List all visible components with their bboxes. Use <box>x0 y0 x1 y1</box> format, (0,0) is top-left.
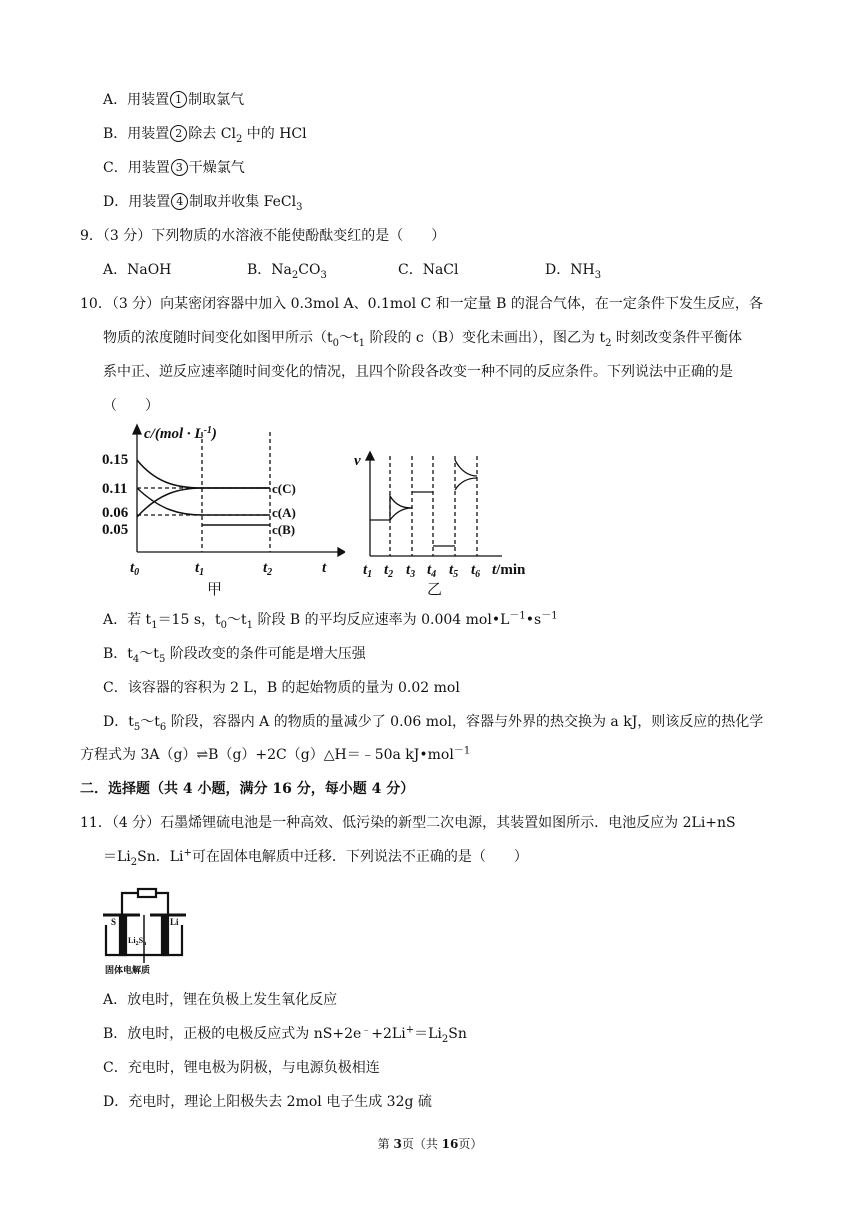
y-axis-arrow <box>366 452 374 460</box>
label-ca: c(A) <box>272 505 296 520</box>
xtick-t2: $t_2$ <box>263 560 273 578</box>
q10-stem-line2: 物质的浓度随时间变化如图甲所示（$t_0\sim t_1$ 阶段的 c（B）变化未画出），图乙为 $t_2$ 时刻改变条件平衡体 <box>103 330 742 349</box>
label-solid-electrolyte: 固体电解质 <box>105 965 151 975</box>
caption-yi: 乙 <box>427 582 443 598</box>
q8-option-d: D．用装置 4 制取并收集 FeCl$_3$ <box>103 194 303 213</box>
curve-c-c <box>137 488 270 517</box>
q8-option-c: C．用装置 3 干燥氯气 <box>103 160 245 176</box>
ytick-0-06: 0.06 <box>102 505 129 521</box>
q10-option-d-cont: 方程式为 3A（g）⇌B（g）+2C（g）△H＝﹣50a kJ•mol$^{-1}$ <box>80 745 471 763</box>
q10-option-c: C．该容器的容积为 2 L，B 的起始物质的量为 0.02 mol <box>103 680 460 696</box>
caption-jia: 甲 <box>207 582 223 598</box>
sulfur-electrode <box>120 915 126 955</box>
xtick-t0: $t_0$ <box>130 560 140 578</box>
circled-number: 4 <box>171 193 188 210</box>
q10-stem-line1: 10．（3 分）向某密闭容器中加入 0.3mol A、0.1mol C 和一定量 B 的混合气体，在一定条件下发生反应，各 <box>80 296 763 312</box>
q10-stem-line4: （ ） <box>103 398 159 414</box>
q10-option-d: D．$t_5\sim t_6$ 阶段，容器内 A 的物质的量减少了 0.06 mol，容器与外界的热交换为 a kJ，则该反应的热化学 <box>103 714 764 733</box>
circled-number: 2 <box>170 125 187 142</box>
label-li: Li <box>170 917 179 927</box>
x-axis-label: t/min <box>492 562 526 578</box>
q8-option-b: B．用装置 2 除去 $Cl_2$ 中的 HCl <box>103 126 307 145</box>
label-s: S <box>111 917 117 927</box>
figure-yi <box>352 450 547 600</box>
ytick-0-11: 0.11 <box>102 481 128 497</box>
xtick-t5: $t_5$ <box>449 562 459 580</box>
circled-number: 1 <box>170 91 187 108</box>
q11-option-b: B．放电时，正极的电极反应式为 $nS+2e^﹣+2Li^+=Li_2Sn$ <box>103 1024 467 1045</box>
q11-stem-line2: $=Li_2Sn$．Li+可在固体电解质中迁移．下列说法不正确的是（ ） <box>103 847 528 868</box>
q8-option-a: A．用装置 1 制取氯气 <box>103 92 245 108</box>
label-cb: c(B) <box>272 522 296 537</box>
q11-stem-line1: 11．（4 分）石墨烯锂硫电池是一种高效、低污染的新型二次电源，其装置如图所示．电池反应为 2Li+nS <box>80 815 736 831</box>
ytick-0-05: 0.05 <box>102 522 129 538</box>
load-resistor <box>138 889 156 897</box>
lithium-electrode <box>162 915 168 955</box>
figure-jia <box>100 422 345 602</box>
segment-t5-t6-lower <box>455 478 477 490</box>
xtick-t2: $t_2$ <box>384 562 394 580</box>
battery-diagram <box>100 885 190 977</box>
q11-option-a: A．放电时，锂在负极上发生氧化反应 <box>103 992 338 1008</box>
label-li2sn: $Li_2S_n$ <box>128 936 147 947</box>
xtick-t1: $t_1$ <box>363 562 373 580</box>
xtick-t3: $t_3$ <box>406 562 416 580</box>
xtick-t1: $t_1$ <box>195 560 205 578</box>
page-footer: 第 3页（共 16页） <box>377 1137 483 1151</box>
q9-option-d: D．$NH_3$ <box>545 262 602 281</box>
q9-stem: 9．（3 分）下列物质的水溶液不能使酚酞变红的是（ ） <box>80 228 446 244</box>
y-axis-label: v <box>354 453 361 469</box>
q10-option-b: B．$t_4\sim t_5$ 阶段改变的条件可能是增大压强 <box>103 646 366 665</box>
q11-option-c: C．充电时，锂电极为阴极，与电源负极相连 <box>103 1060 380 1076</box>
label-cc: c(C) <box>272 481 296 496</box>
section-heading: 二．选择题（共 4 小题，满分 16 分，每小题 4 分） <box>80 781 415 797</box>
y-axis-arrow <box>133 425 141 434</box>
segment-t5-t6-upper <box>455 460 477 476</box>
q9-option-a: A．NaOH <box>103 262 172 278</box>
curve-a-line <box>137 488 270 515</box>
q10-stem-line3: 系中正、逆反应速率随时间变化的情况，且四个阶段各改变一种不同的反应条件。下列说法中正确的是 <box>103 364 733 380</box>
circled-number: 3 <box>171 159 188 176</box>
y-axis-label: $c/(mol \cdot L^{-1})$ <box>144 425 217 442</box>
q10-option-a: A．若 $t_1=15$ s，$t_0\sim t_1$ 阶段 B 的平均反应速率为 0.004 $mol•L^{-1}•s^{-1}$ <box>103 610 558 631</box>
q11-option-d: D．充电时，理论上阳极失去 2mol 电子生成 32g 硫 <box>103 1094 432 1110</box>
q9-option-b: B．$Na_2CO_3$ <box>247 262 327 281</box>
xtick-t6: $t_6$ <box>471 562 481 580</box>
x-axis-arrow <box>338 548 345 556</box>
xtick-t4: $t_4$ <box>427 562 437 580</box>
curve-c-a <box>137 460 270 488</box>
segment-t2-t3-lower <box>390 508 412 520</box>
ytick-0-15: 0.15 <box>102 452 129 468</box>
x-axis-label: t <box>322 560 327 576</box>
q9-option-c: C．NaCl <box>398 262 459 278</box>
